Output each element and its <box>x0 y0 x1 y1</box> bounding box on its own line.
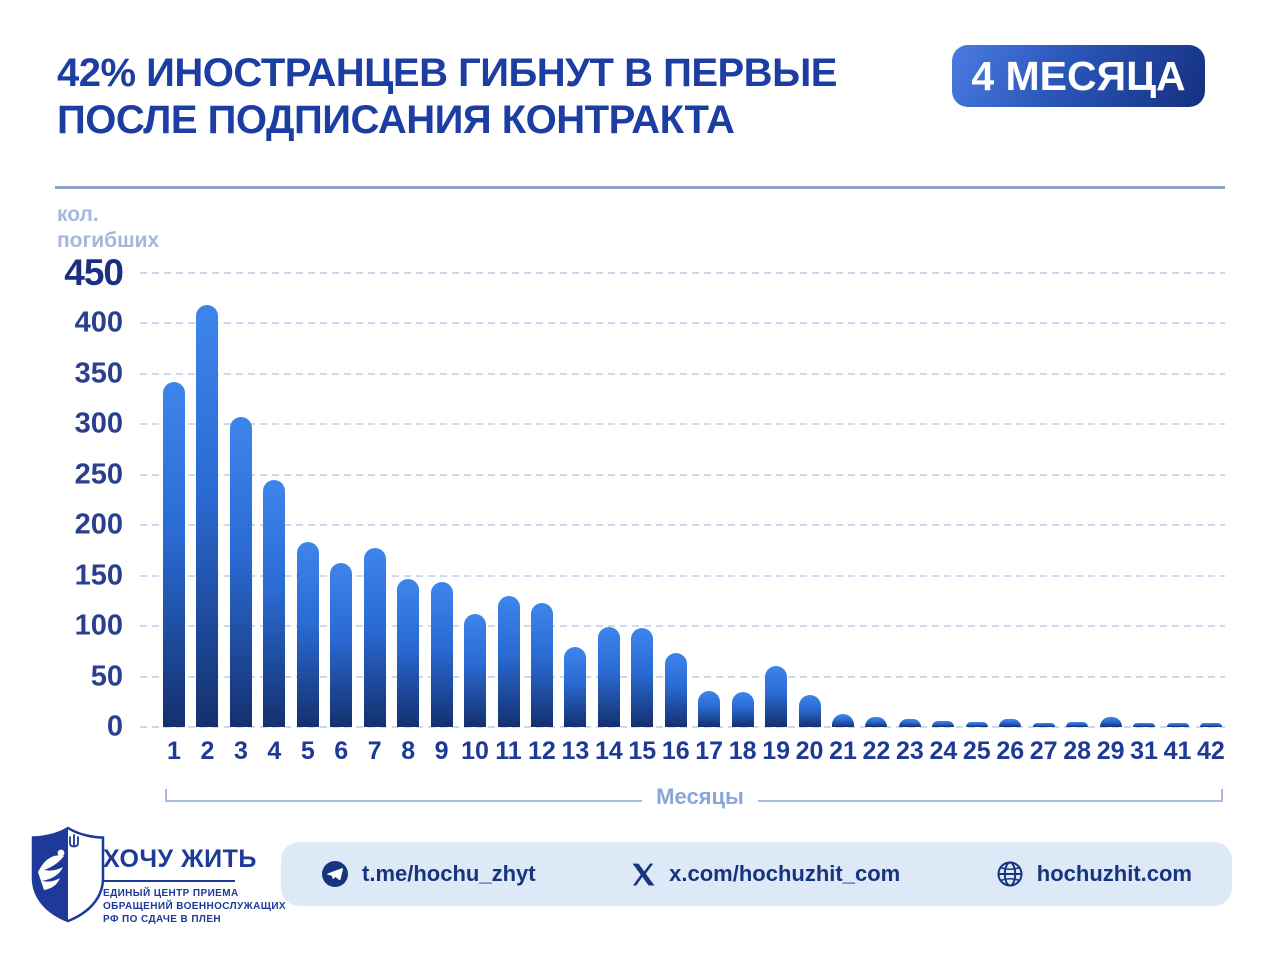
logo-name: ХОЧУ ЖИТЬ <box>103 845 257 873</box>
bar-month-15 <box>631 628 653 727</box>
y-tick-150: 150 <box>74 559 123 592</box>
gridline-400 <box>140 322 1225 324</box>
x-tick-11: 11 <box>495 737 522 765</box>
bar-month-8 <box>397 579 419 727</box>
y-tick-300: 300 <box>74 407 123 440</box>
bar-month-10 <box>464 614 486 727</box>
header-divider <box>55 186 1225 189</box>
x-tick-6: 6 <box>334 737 349 765</box>
y-tick-0: 0 <box>106 710 123 743</box>
bar-month-12 <box>531 603 553 727</box>
bracket-left-line <box>165 800 642 802</box>
x-tick-8: 8 <box>401 737 416 765</box>
y-tick-350: 350 <box>74 357 123 390</box>
gridline-200 <box>140 524 1225 526</box>
x-tick-24: 24 <box>929 737 958 765</box>
bar-month-14 <box>598 627 620 727</box>
gridline-250 <box>140 474 1225 476</box>
bar-month-27 <box>1033 723 1055 727</box>
telegram-contact <box>321 860 536 888</box>
bar-month-25 <box>966 722 988 727</box>
bar-month-22 <box>865 717 887 727</box>
x-tick-42: 42 <box>1197 737 1225 765</box>
x-tick-21: 21 <box>829 737 857 765</box>
x-tick-2: 2 <box>200 737 215 765</box>
logo-subtitle-line3: РФ ПО СДАЧЕ В ПЛЕН <box>103 914 222 925</box>
x-tick-15: 15 <box>628 737 657 765</box>
y-tick-450: 450 <box>64 252 123 293</box>
telegram-icon <box>321 860 349 888</box>
logo-text-block <box>103 845 286 926</box>
y-tick-100: 100 <box>74 609 123 642</box>
bar-month-3 <box>230 417 252 727</box>
x-tick-5: 5 <box>300 737 315 765</box>
bar-month-18 <box>732 692 754 727</box>
x-tick-41: 41 <box>1163 737 1192 765</box>
x-tick-7: 7 <box>367 737 382 765</box>
bar-month-2 <box>196 305 218 727</box>
contacts-bar <box>281 842 1232 906</box>
title-line-1: 42% ИНОСТРАНЦЕВ ГИБНУТ В ПЕРВЫЕ <box>57 51 837 95</box>
bar-month-19 <box>765 666 787 727</box>
y-tick-400: 400 <box>74 306 123 339</box>
gridline-300 <box>140 423 1225 425</box>
x-tick-18: 18 <box>728 737 757 765</box>
x-tick-20: 20 <box>795 737 824 765</box>
x-axis-title: Месяцы <box>656 784 744 809</box>
x-tick-12: 12 <box>528 737 556 765</box>
x-tick-17: 17 <box>695 737 724 765</box>
y-axis-label <box>57 202 159 254</box>
x-tick-26: 26 <box>996 737 1025 765</box>
bar-month-1 <box>163 382 185 727</box>
bar-month-26 <box>999 719 1021 727</box>
bracket-right-line <box>758 800 1222 802</box>
bar-month-23 <box>899 719 921 727</box>
bar-month-29 <box>1100 717 1122 727</box>
bar-month-11 <box>498 596 520 727</box>
gridline-350 <box>140 373 1225 375</box>
x-tick-29: 29 <box>1096 737 1125 765</box>
website-contact <box>996 860 1192 888</box>
duration-badge: 4 МЕСЯЦА <box>952 45 1205 107</box>
bar-month-6 <box>330 563 352 727</box>
x-tick-22: 22 <box>862 737 891 765</box>
bar-month-13 <box>564 647 586 727</box>
x-link: x.com/hochuzhit_com <box>669 861 901 886</box>
x-tick-28: 28 <box>1063 737 1092 765</box>
bar-month-28 <box>1066 722 1088 727</box>
bar-month-16 <box>665 653 687 727</box>
x-tick-13: 13 <box>561 737 590 765</box>
x-tick-3: 3 <box>233 737 248 765</box>
bar-month-17 <box>698 691 720 727</box>
gridline-450 <box>140 272 1225 274</box>
logo-subtitle-line1: ЕДИНЫЙ ЦЕНТР ПРИЕМА <box>103 888 239 899</box>
x-tick-27: 27 <box>1029 737 1058 765</box>
y-axis-label-line1: кол. <box>57 203 99 226</box>
bar-month-20 <box>799 695 821 727</box>
x-tick-16: 16 <box>661 737 690 765</box>
x-tick-31: 31 <box>1130 737 1158 765</box>
page-title <box>57 50 837 144</box>
title-line-2: ПОСЛЕ ПОДПИСАНИЯ КОНТРАКТА <box>57 98 735 142</box>
y-tick-50: 50 <box>90 660 123 693</box>
x-tick-1: 1 <box>167 737 181 765</box>
bar-month-5 <box>297 542 319 727</box>
bar-month-7 <box>364 548 386 727</box>
x-tick-10: 10 <box>461 737 489 765</box>
y-tick-250: 250 <box>74 458 123 491</box>
y-tick-200: 200 <box>74 508 123 541</box>
globe-icon <box>996 860 1024 888</box>
bar-month-41 <box>1167 723 1189 727</box>
x-tick-25: 25 <box>962 737 991 765</box>
x-tick-14: 14 <box>594 737 623 765</box>
bar-month-4 <box>263 480 285 727</box>
x-tick-19: 19 <box>762 737 790 765</box>
x-contact <box>631 861 900 887</box>
bracket-right-tick <box>1221 789 1223 802</box>
y-axis-label-line2: погибших <box>57 229 160 252</box>
logo-subtitle-line2: ОБРАЩЕНИЙ ВОЕННОСЛУЖАЩИХ <box>103 901 286 912</box>
telegram-link: t.me/hochu_zhyt <box>362 861 536 886</box>
x-tick-9: 9 <box>434 737 449 765</box>
bar-month-24 <box>932 721 954 727</box>
x-icon <box>631 862 656 887</box>
website-link: hochuzhit.com <box>1036 861 1192 886</box>
bar-month-21 <box>832 714 854 727</box>
x-tick-23: 23 <box>895 737 924 765</box>
shield-dove-icon <box>30 826 106 924</box>
bar-month-9 <box>431 582 453 727</box>
bar-month-42 <box>1200 723 1222 727</box>
x-tick-4: 4 <box>267 737 282 765</box>
hochu-zhit-logo <box>30 826 106 929</box>
bar-month-31 <box>1133 723 1155 727</box>
logo-divider <box>103 880 235 882</box>
